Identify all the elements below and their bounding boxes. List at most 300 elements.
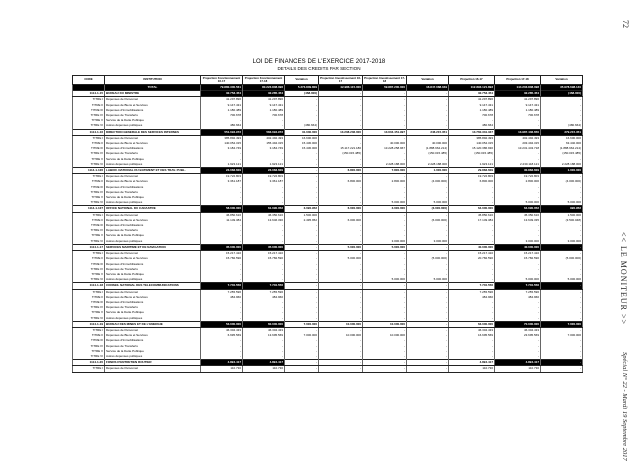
row-value: - bbox=[319, 200, 363, 206]
row-value: (480.664) bbox=[541, 123, 583, 129]
row-value: 40.000.000 bbox=[407, 141, 449, 146]
row-value: - bbox=[319, 277, 363, 283]
row-value: - bbox=[495, 228, 541, 233]
row-code: TITRE III bbox=[73, 108, 105, 113]
row-label: Autres dépenses publiques bbox=[105, 316, 201, 322]
row-value: - bbox=[449, 190, 495, 195]
row-value: - bbox=[407, 157, 449, 162]
row-value: 3.000.000 bbox=[541, 239, 583, 245]
row-value: - bbox=[541, 97, 583, 103]
row-value: - bbox=[449, 344, 495, 349]
row-value: - bbox=[243, 223, 285, 228]
row-label: Service de la Dette Publique bbox=[105, 310, 201, 315]
row-label: Dépenses de Biens et Services bbox=[105, 256, 201, 261]
row-value: 5.000.000 bbox=[363, 277, 407, 283]
row-value: - bbox=[407, 228, 449, 233]
row-code: TITRE IV bbox=[73, 228, 105, 233]
row-value: - bbox=[285, 228, 319, 233]
row-value: 32.753.454 bbox=[201, 91, 243, 97]
row-value: - bbox=[449, 262, 495, 267]
row-value: - bbox=[407, 223, 449, 228]
row-value: 3.184.749 bbox=[243, 146, 285, 151]
row-value: 3.000.000 bbox=[363, 206, 407, 212]
row-value: 31.030.000 bbox=[285, 129, 319, 135]
row-label: Dépenses de Transferts bbox=[105, 190, 201, 195]
row-value: 246.215.351 bbox=[407, 129, 449, 135]
row-value: 13.646.330 bbox=[243, 218, 285, 223]
row-value: - bbox=[541, 233, 583, 238]
row-value: - bbox=[407, 366, 449, 372]
row-value: - bbox=[319, 223, 363, 228]
row-value: 203.494.315 bbox=[495, 141, 541, 146]
row-value: - bbox=[363, 185, 407, 190]
row-code: TITRE I bbox=[73, 366, 105, 372]
row-label: Autres dépenses publiques bbox=[105, 123, 201, 129]
row-value: - bbox=[319, 344, 363, 349]
row-value: - bbox=[407, 349, 449, 354]
row-value: 6.800.000 bbox=[319, 168, 363, 174]
row-value: 15.117.221.180 bbox=[319, 146, 363, 151]
table-row bbox=[73, 366, 583, 372]
row-value: - bbox=[319, 185, 363, 190]
row-code: TITRE II bbox=[73, 256, 105, 261]
row-value: (150.015.485) bbox=[449, 151, 495, 156]
row-value: 16.695.569 bbox=[449, 333, 495, 338]
row-value: 41.297.896 bbox=[495, 97, 541, 103]
row-value: 3.000.000 bbox=[363, 239, 407, 245]
row-value: - bbox=[363, 289, 407, 295]
row-value: - bbox=[407, 338, 449, 343]
row-value: - bbox=[319, 141, 363, 146]
row-value: 9.147.431 bbox=[201, 103, 243, 108]
row-value: - bbox=[407, 310, 449, 315]
row-value: - bbox=[363, 135, 407, 141]
row-value: - bbox=[201, 190, 243, 195]
row-value: - bbox=[201, 305, 243, 310]
row-code: TITRE IV bbox=[73, 190, 105, 195]
row-value: 9.147.431 bbox=[243, 103, 285, 108]
row-value: - bbox=[201, 151, 243, 156]
row-value: 10.000.000 bbox=[319, 333, 363, 338]
row-value: - bbox=[285, 157, 319, 162]
row-value: (1.888.964.214) bbox=[541, 146, 583, 151]
row-value: - bbox=[407, 262, 449, 267]
row-label: Dépenses d'Immobilisations bbox=[105, 338, 201, 343]
row-value: - bbox=[407, 267, 449, 272]
row-value: 11.149.384 bbox=[201, 218, 243, 223]
row-value: 45.350.616 bbox=[495, 212, 541, 218]
row-value: - bbox=[407, 289, 449, 295]
row-value: - bbox=[319, 108, 363, 113]
row-value: (5.000.000) bbox=[541, 256, 583, 261]
row-value: 40.000.000 bbox=[363, 141, 407, 146]
row-value: - bbox=[363, 305, 407, 310]
row-value: 5.000.000 bbox=[541, 200, 583, 206]
row-value: 15.217.410 bbox=[201, 251, 243, 257]
row-value: - bbox=[285, 113, 319, 118]
row-value: 6.695.569 bbox=[201, 333, 243, 338]
row-value: 13.987.436.650 bbox=[495, 129, 541, 135]
row-value: 16.600.000 bbox=[541, 135, 583, 141]
row-value: (4.000.000) bbox=[541, 179, 583, 184]
row-code: TITRE I bbox=[73, 251, 105, 257]
row-value: - bbox=[541, 185, 583, 190]
row-value: - bbox=[319, 305, 363, 310]
row-value: - bbox=[407, 118, 449, 123]
row-value: 13.760.331.337 bbox=[449, 129, 495, 135]
row-code: TITRE IV bbox=[73, 344, 105, 349]
row-label: Dépenses de Personnel bbox=[105, 366, 201, 372]
row-value: 402.492.493 bbox=[243, 135, 285, 141]
row-value: - bbox=[363, 174, 407, 180]
row-value: - bbox=[363, 360, 407, 366]
row-value: - bbox=[285, 244, 319, 250]
row-value: - bbox=[319, 316, 363, 322]
row-value: 3.361.187 bbox=[201, 179, 243, 184]
row-code: TITRE III bbox=[73, 146, 105, 151]
row-label: Dépenses de Transferts bbox=[105, 305, 201, 310]
row-value: - bbox=[319, 289, 363, 295]
row-code: TITRE IV bbox=[73, 151, 105, 156]
row-code: TITRE II bbox=[73, 295, 105, 300]
row-value: 20.782.590 bbox=[449, 256, 495, 261]
row-value: 6.000.000 bbox=[319, 218, 363, 223]
row-value: - bbox=[407, 190, 449, 195]
row-code: TITRE VI bbox=[73, 123, 105, 129]
row-value: - bbox=[541, 267, 583, 272]
column-header: Projection Fonctionnement 16-17 bbox=[201, 76, 243, 85]
publication-name: << LE MONITEUR >> bbox=[619, 232, 628, 326]
row-value: 7.740.556 bbox=[201, 283, 243, 289]
row-label: Dépenses d'Immobilisations bbox=[105, 185, 201, 190]
row-value: 63.000.000 bbox=[449, 321, 495, 327]
row-value: 15.217.410 bbox=[495, 251, 541, 257]
row-value: - bbox=[285, 300, 319, 305]
row-code: TITRE VI bbox=[73, 316, 105, 322]
row-value: - bbox=[285, 185, 319, 190]
row-label: DIRECTION GENERALE DES SERVICES INTERNES bbox=[105, 129, 201, 135]
row-value: - bbox=[363, 366, 407, 372]
row-value: 19.722.803 bbox=[201, 174, 243, 180]
row-value: - bbox=[363, 338, 407, 343]
row-value: 2.495.952 bbox=[285, 218, 319, 223]
row-value: - bbox=[449, 185, 495, 190]
row-value: 1.923.121 bbox=[449, 162, 495, 168]
row-label: Autres dépenses publiques bbox=[105, 239, 201, 245]
row-value: - bbox=[285, 272, 319, 277]
row-label: Dépenses d'Immobilisations bbox=[105, 223, 201, 228]
row-value: 700.678 bbox=[243, 113, 285, 118]
column-header: Variation bbox=[407, 76, 449, 85]
row-value: 1.000.000 bbox=[407, 168, 449, 174]
row-code: TITRE I bbox=[73, 212, 105, 218]
row-code: TITRE II bbox=[73, 218, 105, 223]
row-value: - bbox=[201, 223, 243, 228]
row-label: Autres dépenses publiques bbox=[105, 200, 201, 206]
row-code: TITRE VI bbox=[73, 200, 105, 206]
row-value: - bbox=[407, 300, 449, 305]
row-value: - bbox=[319, 251, 363, 257]
row-value: - bbox=[363, 118, 407, 123]
row-value: - bbox=[495, 195, 541, 200]
row-value: - bbox=[201, 195, 243, 200]
row-code: 1114-1-19 bbox=[73, 321, 105, 327]
row-value: 46.350.616 bbox=[243, 212, 285, 218]
row-label: Dépenses de Biens et Services bbox=[105, 333, 201, 338]
row-value: (480.664) bbox=[285, 123, 319, 129]
row-value: - bbox=[201, 354, 243, 360]
row-value: 1.180.489 bbox=[449, 108, 495, 113]
row-label: Service de la Dette Publique bbox=[105, 195, 201, 200]
row-label: Dépenses de Personnel bbox=[105, 97, 201, 103]
row-value: - bbox=[243, 344, 285, 349]
row-value: 385.892.493 bbox=[449, 135, 495, 141]
row-value: 7.740.556 bbox=[495, 283, 541, 289]
row-value: - bbox=[319, 118, 363, 123]
row-value: - bbox=[319, 366, 363, 372]
row-value: - bbox=[319, 162, 363, 168]
row-value: - bbox=[407, 97, 449, 103]
row-value: - bbox=[495, 185, 541, 190]
row-value: 7.000.000 bbox=[541, 321, 583, 327]
row-value: - bbox=[243, 354, 285, 360]
row-value: - bbox=[449, 310, 495, 315]
row-value: 53.000.000 bbox=[201, 321, 243, 327]
row-value: - bbox=[541, 262, 583, 267]
row-value: 5.000.000 bbox=[407, 200, 449, 206]
row-value: 15.430.000 bbox=[285, 141, 319, 146]
row-label: Dépenses de Biens et Services bbox=[105, 218, 201, 223]
row-value: - bbox=[285, 174, 319, 180]
row-value: - bbox=[243, 310, 285, 315]
row-value: - bbox=[407, 113, 449, 118]
row-value: 46.304.433 bbox=[243, 327, 285, 333]
row-value: 17.149.384 bbox=[449, 218, 495, 223]
row-value: 15.782.590 bbox=[243, 256, 285, 261]
row-label: LABOR. NATIONAL DU BATIMENT ET DES TRAV. PUBL. bbox=[105, 168, 201, 174]
row-value: - bbox=[449, 300, 495, 305]
row-value: - bbox=[243, 338, 285, 343]
row-value: 10.000.000 bbox=[363, 321, 407, 327]
row-value: - bbox=[407, 283, 449, 289]
row-value: (4.000.000) bbox=[407, 179, 449, 184]
row-value: - bbox=[285, 267, 319, 272]
total-value: 16.847.088.049 bbox=[407, 85, 449, 91]
row-value: 700.678 bbox=[495, 113, 541, 118]
row-value: - bbox=[407, 327, 449, 333]
row-code: 1114-1-16 bbox=[73, 129, 105, 135]
row-value: - bbox=[319, 349, 363, 354]
row-value: - bbox=[407, 123, 449, 129]
row-value: - bbox=[495, 300, 541, 305]
row-value: - bbox=[285, 256, 319, 261]
row-value: - bbox=[319, 267, 363, 272]
row-code: TITRE IV bbox=[73, 113, 105, 118]
row-value: - bbox=[407, 305, 449, 310]
row-value: 480.664 bbox=[449, 123, 495, 129]
row-value: 3.000.000 bbox=[495, 239, 541, 245]
row-value: 2.228.188.000 bbox=[407, 162, 449, 168]
row-label: CONSEIL NATIONAL DES TELECOMMUNICATIONS bbox=[105, 283, 201, 289]
row-value: 15.782.590 bbox=[201, 256, 243, 261]
row-value: - bbox=[541, 195, 583, 200]
row-value: - bbox=[541, 251, 583, 257]
row-value: - bbox=[541, 103, 583, 108]
row-value: - bbox=[285, 262, 319, 267]
row-value: - bbox=[285, 239, 319, 245]
row-value: 2.230.118.121 bbox=[495, 162, 541, 168]
row-value: - bbox=[407, 108, 449, 113]
row-label: Service de la Dette Publique bbox=[105, 272, 201, 277]
row-value: - bbox=[449, 228, 495, 233]
row-code: TITRE II bbox=[73, 333, 105, 338]
row-value: - bbox=[319, 190, 363, 195]
row-value: 32.285.454 bbox=[243, 91, 285, 97]
row-value: - bbox=[201, 200, 243, 206]
row-value: - bbox=[285, 97, 319, 103]
row-label: Dépenses de Biens et Services bbox=[105, 179, 201, 184]
row-value: - bbox=[363, 212, 407, 218]
row-label: Dépenses de Transferts bbox=[105, 228, 201, 233]
row-value: - bbox=[363, 300, 407, 305]
row-value: 3.184.749 bbox=[201, 146, 243, 151]
row-value: - bbox=[201, 272, 243, 277]
total-value: 144.203.808.098 bbox=[495, 85, 541, 91]
row-value: 45.850.616 bbox=[449, 212, 495, 218]
row-value: - bbox=[363, 218, 407, 223]
row-value: - bbox=[363, 316, 407, 322]
row-value: 46.304.433 bbox=[201, 327, 243, 333]
row-value: - bbox=[319, 113, 363, 118]
column-header: CODE bbox=[73, 76, 105, 85]
row-label: Dépenses d'Immobilisations bbox=[105, 300, 201, 305]
row-value: - bbox=[243, 118, 285, 123]
row-value: - bbox=[495, 157, 541, 162]
row-value: 60.000.000 bbox=[243, 321, 285, 327]
row-value: - bbox=[495, 118, 541, 123]
total-value: 59.887.200.000 bbox=[363, 85, 407, 91]
row-value: - bbox=[201, 233, 243, 238]
row-value: - bbox=[363, 108, 407, 113]
row-value: - bbox=[495, 223, 541, 228]
row-value: - bbox=[363, 91, 407, 97]
row-value: - bbox=[407, 185, 449, 190]
row-value: 6.800.000 bbox=[319, 179, 363, 184]
row-value: - bbox=[407, 272, 449, 277]
row-value: 41.297.896 bbox=[449, 97, 495, 103]
row-value: - bbox=[201, 277, 243, 283]
row-value: 15.217.410 bbox=[243, 251, 285, 257]
row-label: Dépenses d'Immobilisations bbox=[105, 108, 201, 113]
row-value: - bbox=[449, 157, 495, 162]
row-value: - bbox=[243, 157, 285, 162]
row-value: - bbox=[449, 233, 495, 238]
row-value: - bbox=[541, 300, 583, 305]
row-value: - bbox=[319, 272, 363, 277]
row-value: - bbox=[363, 190, 407, 195]
row-code: TITRE IV bbox=[73, 267, 105, 272]
row-value: - bbox=[541, 305, 583, 310]
row-value: - bbox=[495, 310, 541, 315]
row-value: - bbox=[319, 354, 363, 360]
row-value: 1.180.489 bbox=[243, 108, 285, 113]
row-value: - bbox=[285, 190, 319, 195]
row-value: 5.000.000 bbox=[363, 244, 407, 250]
row-code: TITRE V bbox=[73, 195, 105, 200]
column-header: Variation bbox=[285, 76, 319, 85]
row-value: 990.952 bbox=[541, 206, 583, 212]
row-value: - bbox=[201, 267, 243, 272]
page-number: 72 bbox=[621, 20, 630, 28]
row-value: - bbox=[407, 321, 449, 327]
row-label: Service de la Dette Publique bbox=[105, 157, 201, 162]
row-label: Dépenses de Biens et Services bbox=[105, 141, 201, 146]
row-label: Dépenses d'Immobilisations bbox=[105, 262, 201, 267]
row-value: - bbox=[541, 316, 583, 322]
row-value: - bbox=[363, 272, 407, 277]
row-label: OFFICE NATIONAL DU CADASTRE bbox=[105, 206, 201, 212]
row-value: - bbox=[363, 113, 407, 118]
row-value: - bbox=[541, 118, 583, 123]
row-value: 15.120.386.930 bbox=[449, 146, 495, 151]
row-value: 5.000.000 bbox=[495, 200, 541, 206]
row-value: 4.894.417 bbox=[201, 360, 243, 366]
row-value: - bbox=[541, 174, 583, 180]
row-value: 7.255.596 bbox=[201, 289, 243, 295]
row-label: Service de la Dette Publique bbox=[105, 349, 201, 354]
row-value: - bbox=[243, 123, 285, 129]
row-value: 7.000.000 bbox=[541, 333, 583, 338]
row-value: 110.730 bbox=[449, 366, 495, 372]
row-value: 1.500.000 bbox=[541, 212, 583, 218]
row-value: - bbox=[201, 310, 243, 315]
row-value: - bbox=[407, 233, 449, 238]
row-value: 16.600.000 bbox=[285, 135, 319, 141]
budget-table bbox=[72, 75, 583, 373]
total-value: 5.373.809.809 bbox=[285, 85, 319, 91]
row-code: TITRE I bbox=[73, 327, 105, 333]
row-value: - bbox=[449, 272, 495, 277]
column-header: Projection 16-17 bbox=[449, 76, 495, 85]
row-value: - bbox=[407, 360, 449, 366]
row-value: 29.883.609 bbox=[449, 168, 495, 174]
row-value: 2.800.000 bbox=[363, 179, 407, 184]
row-value: - bbox=[285, 289, 319, 295]
row-value: 2.228.188.000 bbox=[541, 162, 583, 168]
row-value: (150.015.485) bbox=[541, 151, 583, 156]
row-value: - bbox=[201, 344, 243, 349]
row-value: - bbox=[201, 338, 243, 343]
row-value: - bbox=[449, 338, 495, 343]
row-value: - bbox=[449, 349, 495, 354]
row-value: 4.894.417 bbox=[495, 360, 541, 366]
row-value: 484.960 bbox=[243, 295, 285, 300]
row-value: 35.000.000 bbox=[201, 244, 243, 250]
row-value: 140.054.315 bbox=[201, 141, 243, 146]
row-value: - bbox=[201, 239, 243, 245]
row-value: - bbox=[407, 344, 449, 349]
row-code: TITRE V bbox=[73, 157, 105, 162]
row-value: - bbox=[449, 267, 495, 272]
row-value: - bbox=[285, 327, 319, 333]
row-code: TITRE VI bbox=[73, 354, 105, 360]
edition-label: Spécial N° 22 - Mardi 19 Septembre 2017 bbox=[621, 352, 628, 461]
row-value: 110.730 bbox=[495, 366, 541, 372]
row-label: Dépenses de Biens et Services bbox=[105, 295, 201, 300]
row-value: - bbox=[201, 300, 243, 305]
row-value: - bbox=[319, 327, 363, 333]
row-code: TITRE VI bbox=[73, 162, 105, 168]
